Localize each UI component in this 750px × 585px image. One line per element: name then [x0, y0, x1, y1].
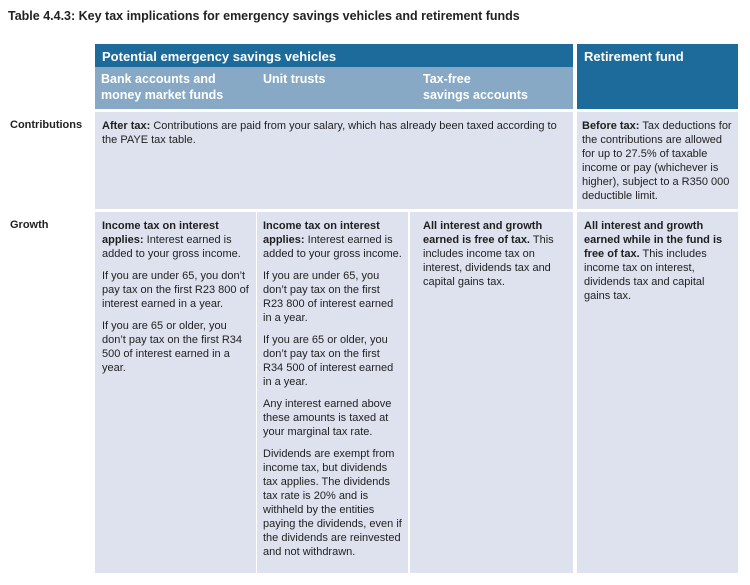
contributions-emergency-bold: After tax:	[102, 120, 151, 132]
subheader-tfsa-line2: savings accounts	[423, 88, 528, 102]
table-title: Table 4.4.3: Key tax implications for emergency savings vehicles and retirement funds	[8, 9, 520, 23]
growth-retirement-bold: All interest and growth earned while in the fund is free of tax.	[584, 220, 723, 260]
subheader-unit-trusts-label: Unit trusts	[263, 72, 326, 86]
growth-ut-p1	[263, 219, 402, 261]
growth-unit-trusts-cell	[257, 212, 408, 573]
growth-bank-p1	[102, 219, 250, 261]
growth-ut-p5: Dividends are exempt from income tax, but dividends tax applies. The dividends tax rate is 20% and is withheld by the entities paying the dividends, even if the dividends are reinvested and not withdrawn.	[263, 448, 402, 558]
row-label-growth: Growth	[10, 219, 49, 231]
subheader-bank-line2: money market funds	[101, 88, 224, 102]
growth-bank-cell	[95, 212, 256, 573]
subheader-unit-trusts	[257, 67, 416, 109]
subheader-bank-accounts	[95, 67, 257, 109]
contributions-emergency-text: Contributions are paid from your salary, which has already been taxed according to the PAYE tax table.	[102, 120, 557, 146]
header-retirement-fund: Retirement fund	[577, 44, 738, 109]
growth-retirement-cell	[577, 212, 738, 573]
growth-bank-p1-bold: Income tax on interest applies:	[102, 220, 219, 246]
contributions-emergency-cell	[95, 112, 573, 209]
growth-ut-p4: Any interest earned above these amounts is taxed at your marginal tax rate.	[263, 398, 392, 438]
growth-ut-p1-text: Interest earned is added to your gross income.	[263, 234, 402, 260]
subheader-tax-free-savings	[416, 67, 573, 109]
header-emergency-vehicles: Potential emergency savings vehicles	[95, 44, 573, 67]
contributions-retirement-text: Tax deductions for the contributions are allowed for up to 27.5% of taxable income or pay (whichever is higher), subject to a R350 000 deductible limit.	[582, 120, 732, 202]
growth-bank-p1-text: Interest earned is added to your gross income.	[102, 234, 241, 260]
row-label-contributions: Contributions	[10, 119, 83, 131]
subheader-tfsa-line1: Tax-free	[423, 72, 471, 86]
growth-tfsa-cell	[410, 212, 573, 573]
growth-ut-p2: If you are under 65, you don’t pay tax on the first R23 800 of interest earned in a year.	[263, 270, 394, 324]
subheader-bank-line1: Bank accounts and	[101, 72, 216, 86]
growth-ut-p1-bold: Income tax on interest applies:	[263, 220, 380, 246]
growth-ut-p3: If you are 65 or older, you don’t pay tax on the first R34 500 of interest earned in a year.	[263, 334, 394, 388]
contributions-retirement-bold: Before tax:	[582, 120, 640, 132]
growth-retirement-text: This includes income tax on interest, dividends tax and capital gains tax.	[584, 248, 707, 302]
growth-tfsa-bold: All interest and growth earned is free of tax.	[423, 220, 543, 246]
growth-bank-p2: If you are under 65, you don’t pay tax on the first R23 800 of interest earned in a year.	[102, 270, 249, 310]
contributions-retirement-cell	[577, 112, 738, 209]
growth-bank-p3: If you are 65 or older, you don’t pay tax on the first R34 500 of interest earned in a year.	[102, 320, 243, 374]
growth-tfsa-text: This includes income tax on interest, dividends tax and capital gains tax.	[423, 234, 554, 288]
